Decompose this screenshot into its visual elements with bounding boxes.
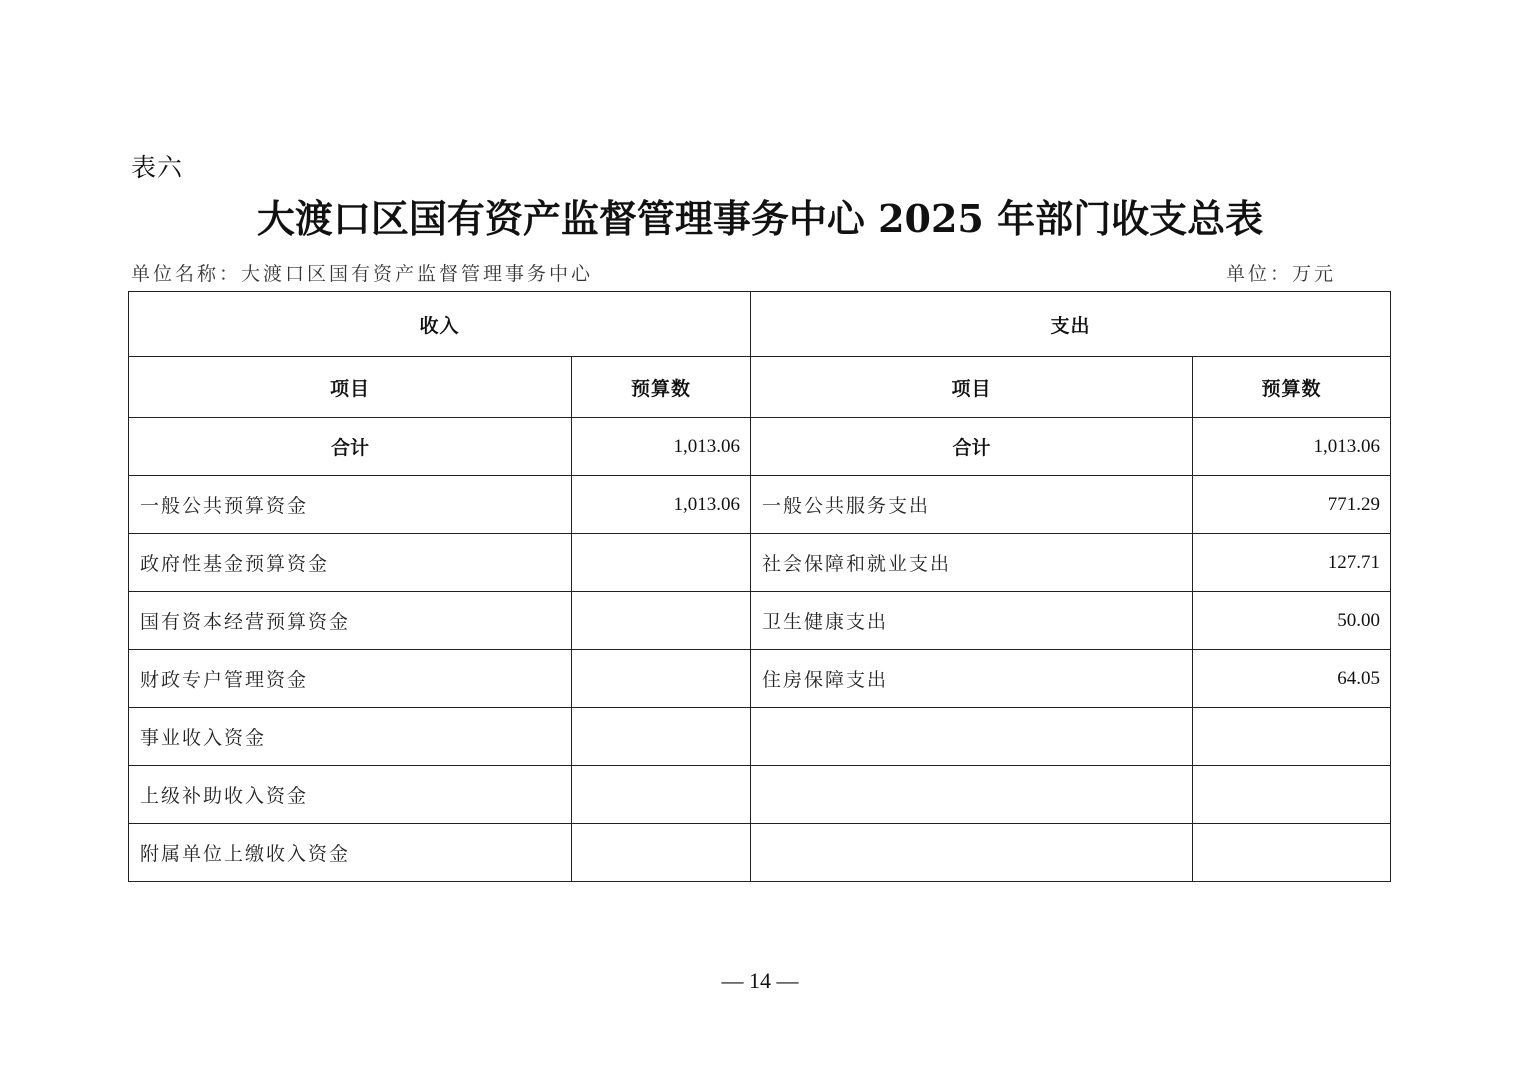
- income-item-column-header: 项目: [129, 357, 572, 418]
- expense-budget-column-header: 预算数: [1193, 357, 1391, 418]
- income-value: 1,013.06: [572, 476, 751, 534]
- income-item: 附属单位上缴收入资金: [129, 824, 572, 882]
- income-budget-column-header: 预算数: [572, 357, 751, 418]
- expense-item: 住房保障支出: [751, 650, 1193, 708]
- income-header: 收入: [129, 292, 751, 357]
- table-row: [129, 592, 1391, 650]
- table-row: [129, 476, 1391, 534]
- expense-value: [1193, 708, 1391, 766]
- income-item: 事业收入资金: [129, 708, 572, 766]
- income-item: 上级补助收入资金: [129, 766, 572, 824]
- total-row: [129, 418, 1391, 476]
- income-item: 财政专户管理资金: [129, 650, 572, 708]
- table-row: [129, 534, 1391, 592]
- expense-value: 64.05: [1193, 650, 1391, 708]
- table-row: [129, 650, 1391, 708]
- table-row: [129, 824, 1391, 882]
- expense-total-value: 1,013.06: [1193, 418, 1391, 476]
- expense-header: 支出: [751, 292, 1391, 357]
- expense-item: [751, 708, 1193, 766]
- table-number: 表六: [131, 153, 184, 182]
- expense-item: [751, 766, 1193, 824]
- expense-value: [1193, 766, 1391, 824]
- expense-item: 卫生健康支出: [751, 592, 1193, 650]
- expense-total-label: 合计: [751, 418, 1193, 476]
- expense-value: 771.29: [1193, 476, 1391, 534]
- income-total-value: 1,013.06: [572, 418, 751, 476]
- column-header-row: [129, 357, 1391, 418]
- income-value: [572, 592, 751, 650]
- page-number: — 14 —: [721, 968, 799, 993]
- income-item: 国有资本经营预算资金: [129, 592, 572, 650]
- table-header-row: [129, 292, 1391, 357]
- income-item: 政府性基金预算资金: [129, 534, 572, 592]
- expense-item-column-header: 项目: [751, 357, 1193, 418]
- expense-item: [751, 824, 1193, 882]
- unit-label: 单位：万元: [1226, 263, 1337, 285]
- page-title: 大渡口区国有资产监督管理事务中心 2025 年部门收支总表: [256, 196, 1264, 241]
- table-row: [129, 708, 1391, 766]
- expense-value: [1193, 824, 1391, 882]
- income-value: [572, 650, 751, 708]
- table-row: [129, 766, 1391, 824]
- expense-value: 127.71: [1193, 534, 1391, 592]
- income-value: [572, 766, 751, 824]
- income-total-label: 合计: [129, 418, 572, 476]
- income-item: 一般公共预算资金: [129, 476, 572, 534]
- unit-name-label: 单位名称：大渡口区国有资产监督管理事务中心: [131, 263, 594, 285]
- expense-value: 50.00: [1193, 592, 1391, 650]
- expense-item: 社会保障和就业支出: [751, 534, 1193, 592]
- income-value: [572, 708, 751, 766]
- income-value: [572, 824, 751, 882]
- expense-item: 一般公共服务支出: [751, 476, 1193, 534]
- income-value: [572, 534, 751, 592]
- income-expense-table: [128, 291, 1391, 882]
